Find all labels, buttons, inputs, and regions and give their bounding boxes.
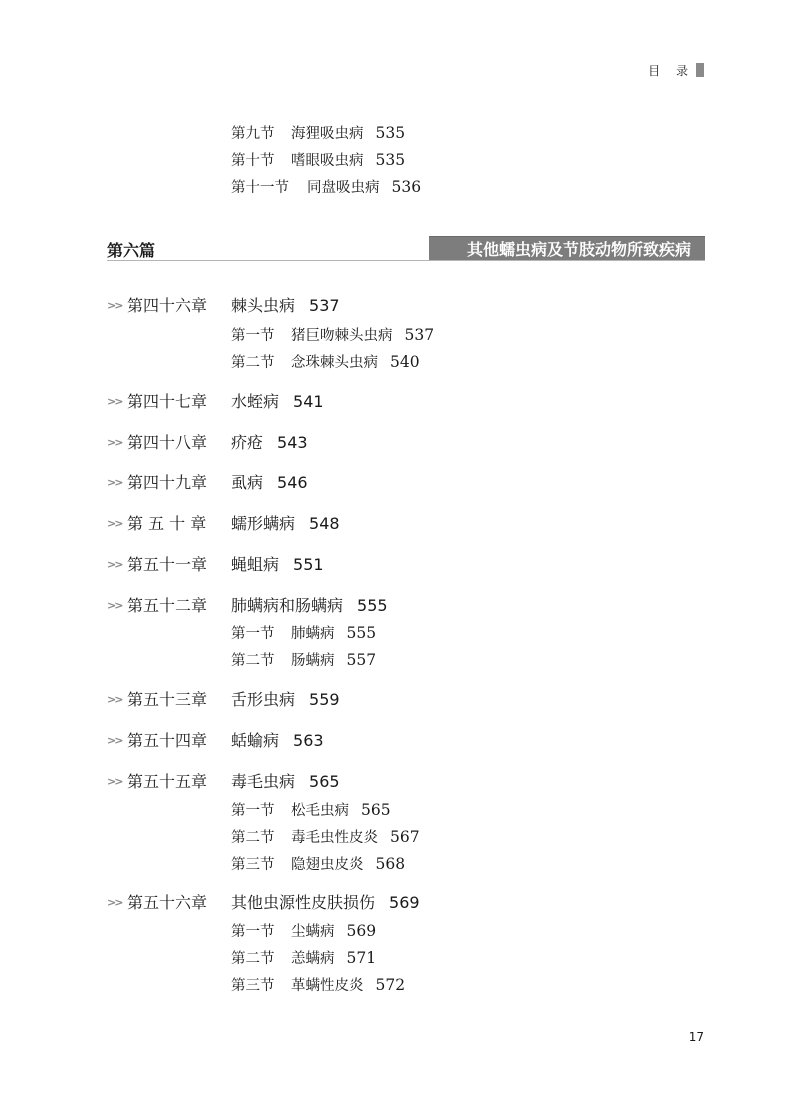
section-page: 540 (390, 353, 420, 371)
section-page: 555 (346, 624, 377, 642)
section-number: 第二节 (231, 830, 275, 846)
toc-chapter[interactable] (107, 433, 308, 453)
section-number: 第二节 (231, 653, 275, 669)
toc-chapter[interactable] (107, 893, 420, 913)
chapter-page: 565 (309, 772, 340, 791)
toc-section[interactable] (231, 949, 376, 968)
chapter-page: 563 (293, 731, 324, 750)
toc-chapter[interactable] (107, 596, 388, 616)
double-chevron-icon: >> (107, 775, 122, 788)
section-title: 恙螨病 (291, 951, 335, 967)
section-page: 557 (346, 651, 377, 669)
section-number: 第一节 (231, 803, 275, 819)
chapter-page: 546 (277, 473, 308, 492)
section-number: 第一节 (231, 626, 275, 642)
chapter-page: 543 (277, 433, 308, 452)
section-title: 毒毛虫性皮炎 (291, 830, 378, 846)
toc-section[interactable] (231, 353, 420, 372)
running-head (648, 62, 704, 78)
section-title: 隐翅虫皮炎 (291, 857, 364, 873)
double-chevron-icon: >> (107, 693, 122, 706)
part-title-banner (429, 236, 705, 260)
chapter-number: 第五十六章 (127, 893, 208, 912)
chapter-number: 第五十五章 (127, 772, 208, 791)
section-number: 第三节 (231, 978, 275, 994)
section-page: 536 (391, 178, 422, 196)
toc-chapter[interactable] (107, 514, 340, 534)
section-title: 念珠棘头虫病 (291, 355, 378, 371)
part-label: 第六篇 (107, 241, 156, 260)
toc-section[interactable] (231, 801, 391, 820)
chapter-page: 551 (293, 555, 324, 574)
chapter-title: 棘头虫病 (231, 296, 296, 315)
section-page: 565 (361, 801, 391, 819)
double-chevron-icon: >> (107, 599, 122, 612)
chapter-page: 555 (357, 596, 388, 615)
chapter-page: 569 (389, 893, 420, 912)
section-title: 猪巨吻棘头虫病 (291, 328, 393, 344)
section-page: 572 (375, 976, 406, 994)
toc-chapter[interactable] (107, 690, 340, 710)
section-page: 571 (346, 949, 377, 967)
section-page: 537 (404, 326, 435, 344)
section-page: 568 (375, 855, 406, 873)
chapter-page: 537 (309, 296, 340, 315)
chapter-title: 蛞蝓病 (231, 731, 280, 750)
double-chevron-icon: >> (107, 517, 122, 530)
double-chevron-icon: >> (107, 896, 122, 909)
section-number: 第十一节 (231, 180, 289, 196)
chapter-number: 第四十九章 (127, 473, 208, 492)
toc-chapter[interactable] (107, 772, 340, 792)
double-chevron-icon: >> (107, 558, 122, 571)
toc-chapter[interactable] (107, 392, 324, 412)
running-head-text: 目 录 (648, 63, 694, 78)
section-title: 同盘吸虫病 (307, 180, 380, 196)
chapter-page: 548 (309, 514, 340, 533)
toc-section[interactable] (231, 922, 376, 941)
section-number: 第二节 (231, 951, 275, 967)
toc-section[interactable] (231, 326, 434, 345)
toc-section[interactable] (231, 976, 405, 995)
section-number: 第一节 (231, 328, 275, 344)
chapter-title: 水蛭病 (231, 392, 280, 411)
chapter-title: 疥疮 (231, 433, 264, 452)
section-page: 535 (375, 151, 406, 169)
chapter-number: 第四十八章 (127, 433, 208, 452)
section-title: 松毛虫病 (291, 803, 349, 819)
toc-chapter[interactable] (107, 555, 324, 575)
double-chevron-icon: >> (107, 436, 122, 449)
section-page: 569 (346, 922, 377, 940)
toc-chapter[interactable] (107, 473, 308, 493)
chapter-number: 第五十一章 (127, 555, 208, 574)
chapter-title: 舌形虫病 (231, 690, 296, 709)
double-chevron-icon: >> (107, 395, 122, 408)
section-title: 尘螨病 (291, 924, 335, 940)
chapter-page: 541 (293, 392, 324, 411)
chapter-title: 虱病 (231, 473, 264, 492)
chapter-title: 毒毛虫病 (231, 772, 296, 791)
section-number: 第十节 (231, 153, 275, 169)
chapter-number: 第四十六章 (127, 296, 208, 315)
section-page: 535 (375, 124, 406, 142)
section-title: 肺螨病 (291, 626, 335, 642)
double-chevron-icon: >> (107, 734, 122, 747)
double-chevron-icon: >> (107, 476, 122, 489)
toc-section[interactable] (231, 828, 420, 847)
chapter-title: 肺螨病和肠螨病 (231, 596, 344, 615)
toc-chapter[interactable] (107, 296, 340, 316)
section-title: 革螨性皮炎 (291, 978, 364, 994)
toc-section[interactable] (231, 178, 421, 197)
toc-section[interactable] (231, 855, 405, 874)
section-page: 567 (390, 828, 420, 846)
chapter-number: 第五十四章 (127, 731, 208, 750)
chapter-number: 第四十七章 (127, 392, 208, 411)
section-number: 第二节 (231, 355, 275, 371)
double-chevron-icon: >> (107, 299, 122, 312)
chapter-title: 其他虫源性皮肤损伤 (231, 893, 376, 912)
chapter-title: 蝇蛆病 (231, 555, 280, 574)
running-head-bar (696, 63, 704, 77)
section-title: 肠螨病 (291, 653, 335, 669)
chapter-page: 559 (309, 690, 340, 709)
section-number: 第九节 (231, 126, 275, 142)
toc-chapter[interactable] (107, 731, 324, 751)
part-title: 其他蠕虫病及节肢动物所致疾病 (466, 240, 691, 259)
toc-section[interactable] (231, 124, 405, 143)
section-title: 海狸吸虫病 (291, 126, 364, 142)
toc-section[interactable] (231, 651, 376, 670)
chapter-number: 第五十三章 (127, 690, 208, 709)
toc-section[interactable] (231, 624, 376, 643)
section-number: 第一节 (231, 924, 275, 940)
chapter-number: 第五十二章 (127, 596, 208, 615)
toc-section[interactable] (231, 151, 405, 170)
section-title: 嗜眼吸虫病 (291, 153, 364, 169)
page-number: 17 (688, 1030, 704, 1044)
section-number: 第三节 (231, 857, 275, 873)
chapter-number: 第 五 十 章 (127, 514, 207, 533)
part-header (107, 236, 705, 261)
chapter-title: 蠕形螨病 (231, 514, 296, 533)
